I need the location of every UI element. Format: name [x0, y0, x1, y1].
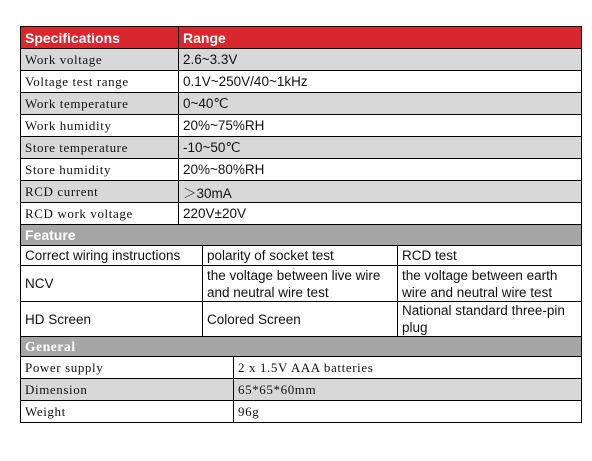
- specifications-header-row: [21, 27, 582, 49]
- spec-value: 0.1V~250V/40~1kHz: [179, 71, 582, 93]
- spec-value: 220V±20V: [179, 203, 582, 225]
- range-header: Range: [179, 27, 582, 49]
- spec-row: [21, 159, 582, 181]
- feature-cell: the voltage between earth wire and neutral wire test: [398, 266, 582, 302]
- general-label: Dimension: [21, 379, 234, 401]
- spec-label: Work temperature: [21, 93, 179, 115]
- feature-cell: RCD test: [398, 246, 582, 266]
- general-value: 2 x 1.5V AAA batteries: [234, 357, 582, 379]
- spec-value: 0~40℃: [179, 93, 582, 115]
- spec-row: [21, 93, 582, 115]
- spec-row: [21, 71, 582, 93]
- feature-cell: Correct wiring instructions: [21, 246, 203, 266]
- spec-value: ＞30mA: [179, 181, 582, 203]
- spec-row: [21, 203, 582, 225]
- general-row: [21, 357, 582, 379]
- general-table: [20, 336, 582, 423]
- spec-row: [21, 115, 582, 137]
- spec-label: RCD current: [21, 181, 179, 203]
- feature-row: [21, 246, 582, 266]
- spec-value: -10~50℃: [179, 137, 582, 159]
- spec-value: 20%~75%RH: [179, 115, 582, 137]
- general-section-row: [21, 337, 582, 357]
- general-label: Power supply: [21, 357, 234, 379]
- spec-value: 20%~80%RH: [179, 159, 582, 181]
- feature-section-row: [21, 225, 582, 246]
- specifications-table: [20, 26, 582, 225]
- spec-label: Work humidity: [21, 115, 179, 137]
- spec-label: Store temperature: [21, 137, 179, 159]
- feature-cell: National standard three-pin plug: [398, 302, 582, 337]
- feature-title: Feature: [21, 225, 582, 246]
- general-row: [21, 379, 582, 401]
- feature-cell: polarity of socket test: [203, 246, 398, 266]
- spec-label: Work voltage: [21, 49, 179, 71]
- general-value: 96g: [234, 401, 582, 423]
- feature-row: [21, 302, 582, 337]
- spec-label: RCD work voltage: [21, 203, 179, 225]
- feature-cell: the voltage between live wire and neutral wire test: [203, 266, 398, 302]
- spec-row: [21, 181, 582, 203]
- spec-value: 2.6~3.3V: [179, 49, 582, 71]
- feature-table: [20, 224, 582, 337]
- general-title: General: [21, 337, 582, 357]
- general-value: 65*65*60mm: [234, 379, 582, 401]
- general-label: Weight: [21, 401, 234, 423]
- feature-cell: NCV: [21, 266, 203, 302]
- feature-cell: Colored Screen: [203, 302, 398, 337]
- spec-sheet: [20, 26, 581, 423]
- spec-row: [21, 49, 582, 71]
- feature-row: [21, 266, 582, 302]
- spec-row: [21, 137, 582, 159]
- spec-label: Store humidity: [21, 159, 179, 181]
- general-row: [21, 401, 582, 423]
- spec-label: Voltage test range: [21, 71, 179, 93]
- feature-cell: HD Screen: [21, 302, 203, 337]
- specifications-header: Specifications: [21, 27, 179, 49]
